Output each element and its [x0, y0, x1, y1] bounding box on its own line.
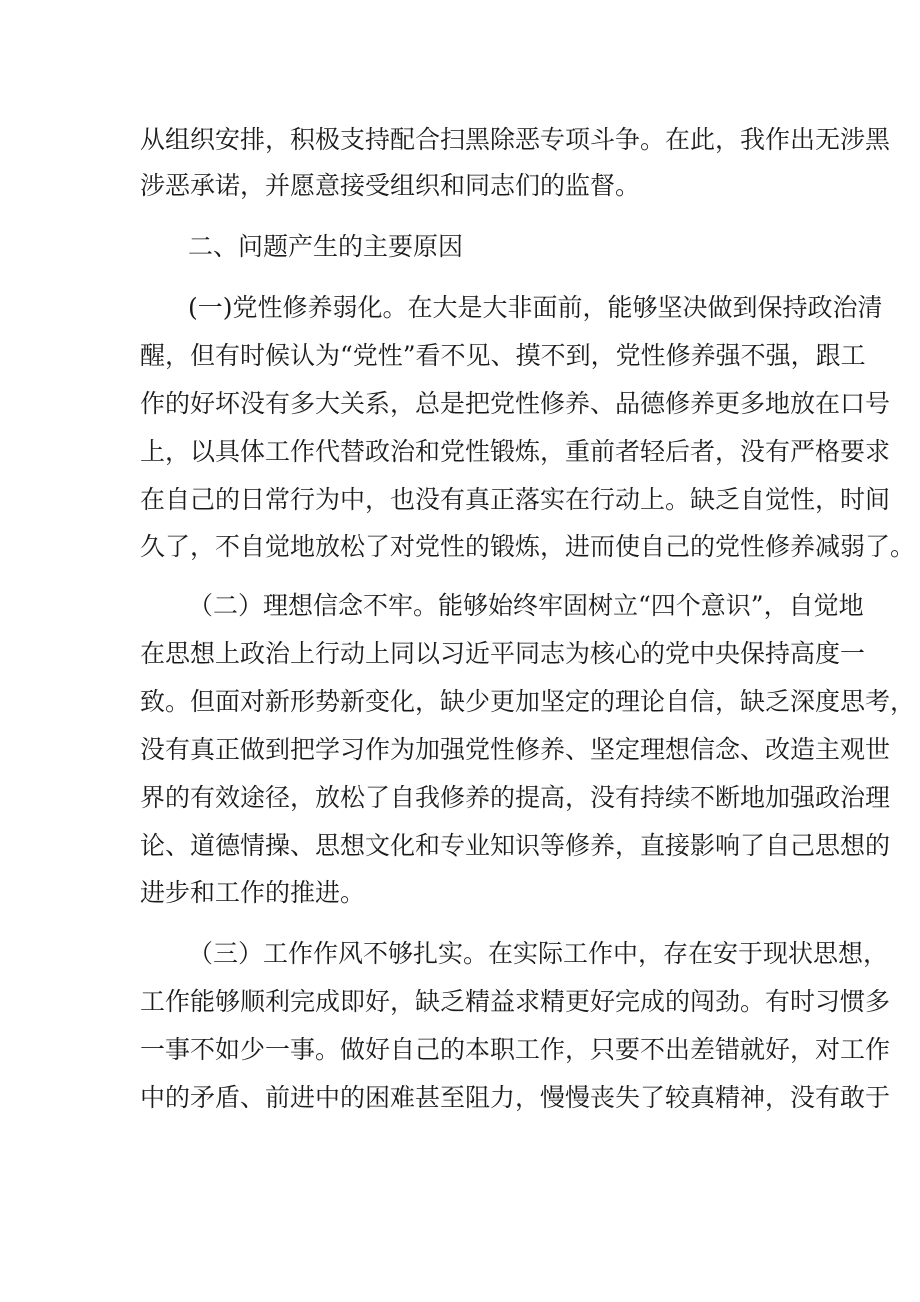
- section-heading: 二、问题产生的主要原因: [188, 232, 464, 261]
- paragraph-line: 中的矛盾、前进中的困难甚至阻力，慢慢丧失了较真精神，没有敢于: [140, 1083, 891, 1112]
- paragraph-line: 论、道德情操、思想文化和专业知识等修养，直接影响了自己思想的: [140, 831, 891, 860]
- paragraph-line: 在自己的日常行为中，也没有真正落实在行动上。缺乏自觉性，时间: [140, 485, 891, 514]
- paragraph-line: 醒，但有时候认为“党性”看不见、摸不到，党性修养强不强，跟工: [140, 341, 866, 370]
- paragraph-line: （三）工作作风不够扎实。在实际工作中，存在安于现状思想，: [188, 939, 889, 968]
- paragraph-line: 一事不如少一事。做好自己的本职工作，只要不出差错就好，对工作: [140, 1035, 891, 1064]
- paragraph-line: 久了，不自觉地放松了对党性的锻炼，进而使自己的党性修养减弱了。: [140, 532, 916, 561]
- paragraph-line: 涉恶承诺，并愿意接受组织和同志们的监督。: [140, 171, 641, 200]
- paragraph-line: 作的好坏没有多大关系，总是把党性修养、品德修养更多地放在口号: [140, 389, 891, 418]
- paragraph-line: （二）理想信念不牢。能够始终牢固树立“四个意识”，自觉地: [188, 591, 864, 620]
- paragraph-line: 上，以具体工作代替政治和党性锻炼，重前者轻后者，没有严格要求: [140, 437, 891, 466]
- paragraph-line: 进步和工作的推进。: [140, 878, 366, 907]
- paragraph-line: (一)党性修养弱化。在大是大非面前，能够坚决做到保持政治清: [188, 293, 883, 322]
- paragraph-line: 在思想上政治上行动上同以习近平同志为核心的党中央保持高度一: [140, 639, 866, 668]
- paragraph-line: 界的有效途径，放松了自我修养的提高，没有持续不断地加强政治理: [140, 783, 891, 812]
- paragraph-line: 工作能够顺利完成即好，缺乏精益求精更好完成的闯劲。有时习惯多: [140, 987, 891, 1016]
- paragraph-line: 没有真正做到把学习作为加强党性修养、坚定理想信念、改造主观世: [140, 735, 891, 764]
- paragraph-line: 从组织安排，积极支持配合扫黑除恶专项斗争。在此，我作出无涉黑: [140, 125, 891, 154]
- paragraph-line: 致。但面对新形势新变化，缺少更加坚定的理论自信，缺乏深度思考，: [140, 687, 916, 716]
